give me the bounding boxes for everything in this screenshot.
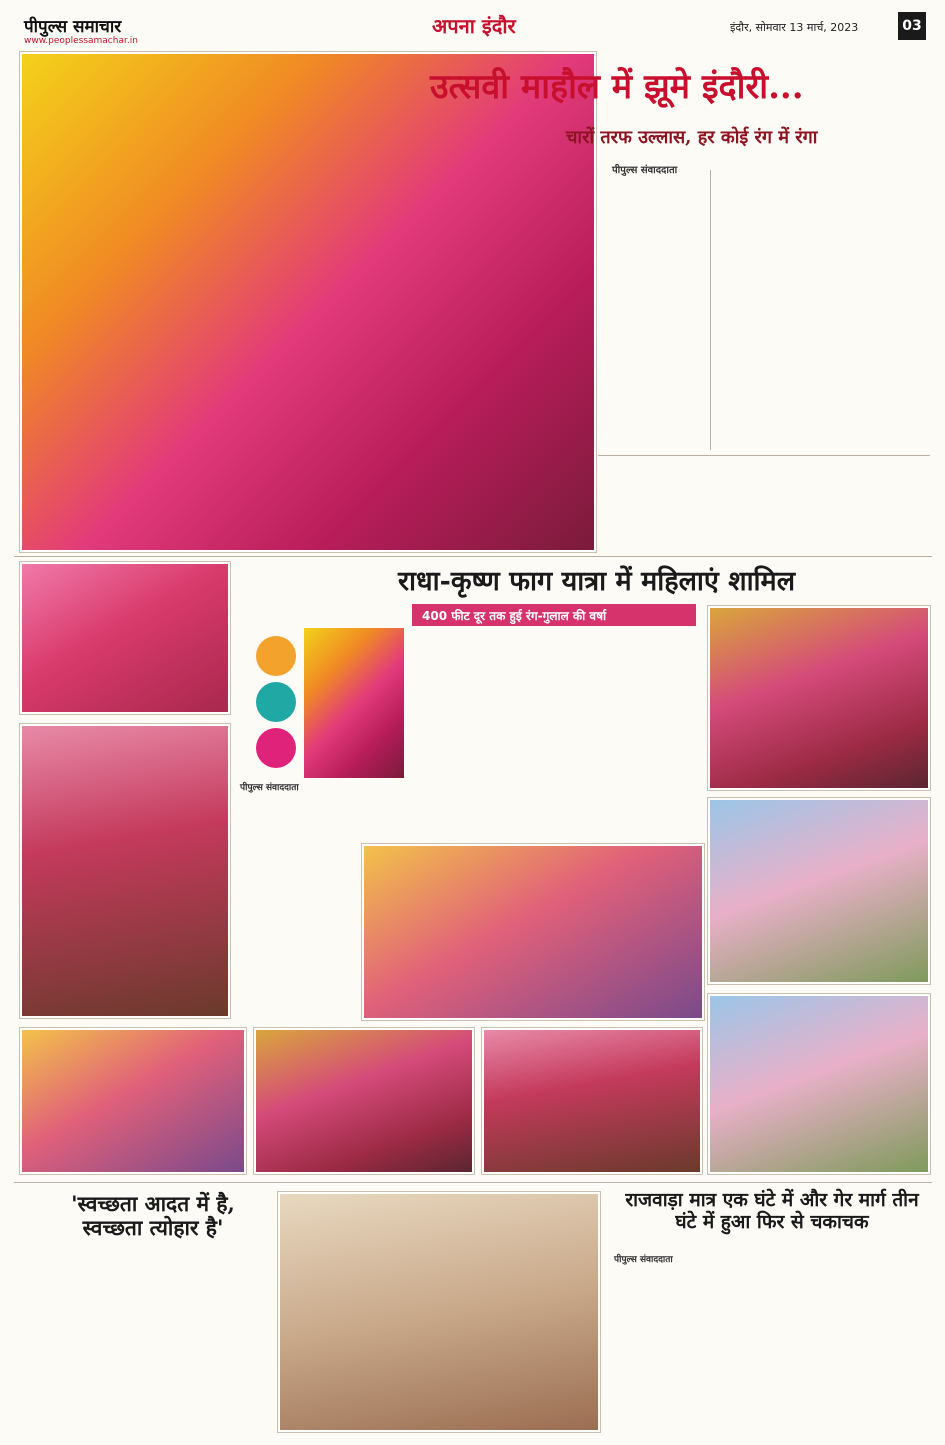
photo-woman-celebrating [304, 628, 404, 778]
photo-group-tent [708, 994, 930, 1174]
side-box-3 [826, 268, 930, 368]
photo-dancing-crowd [708, 606, 930, 790]
page-number: 03 [898, 12, 926, 40]
phag-box-right [596, 632, 700, 832]
side-box-6 [768, 462, 930, 550]
masthead [0, 0, 945, 46]
lead-subheadline: चारों तरफ उल्लास, हर कोई रंग में रंगा [566, 127, 818, 148]
photo-pink-smoke [482, 1028, 702, 1174]
swatch-pink-icon [256, 728, 296, 768]
section-rule [598, 455, 930, 456]
column-rule [710, 170, 711, 450]
photo-women-group [362, 844, 704, 1020]
dateline: इंदौर, सोमवार 13 मार्च, 2023 [730, 21, 859, 34]
phag-box-left [480, 632, 590, 832]
swatch-orange-icon [256, 636, 296, 676]
swatch-teal-icon [256, 682, 296, 722]
section-tag: अपना इंदौर [432, 14, 516, 38]
phag-banner-text: 400 फीट दूर तक हुई रंग-गुलाल की वर्षा [422, 609, 607, 623]
side-box-4 [716, 376, 930, 446]
photo-temple-float [20, 724, 230, 1018]
website-url: www.peoplessamachar.in [24, 36, 138, 46]
quote-headline: 'स्वच्छता आदत में है, स्वच्छता त्योहार है' [71, 1191, 235, 1241]
phag-banner [412, 604, 696, 626]
rajwada-box [780, 1256, 930, 1426]
lead-body [594, 180, 704, 440]
section-rule [14, 556, 932, 557]
lead-headline: उत्सवी माहौल में झूमे इंदौरी... [430, 67, 804, 107]
paper-logo: पीपुल्स समाचार [24, 17, 122, 37]
side-box-2 [716, 268, 820, 368]
lead-byline: पीपुल्स संवाददाता [612, 165, 678, 176]
phag-byline: पीपुल्स संवाददाता [240, 783, 299, 793]
side-box-1 [716, 168, 930, 264]
lead-photo-holi-crowd [20, 52, 596, 552]
rajwada-body [612, 1276, 774, 1426]
photo-men-colored [20, 1028, 246, 1174]
photo-street-dance [254, 1028, 474, 1174]
photo-street-cleaning [278, 1192, 600, 1432]
phag-headline: राधा-कृष्ण फाग यात्रा में महिलाएं शामिल [398, 566, 796, 597]
rajwada-headline: राजवाड़ा मात्र एक घंटे में और गेर मार्ग तीन घंटे में हुआ फिर से चकाचक [625, 1189, 919, 1233]
rajwada-byline: पीपुल्स संवाददाता [614, 1255, 673, 1265]
photo-children-color [20, 562, 230, 714]
section-rule [14, 1182, 932, 1183]
photo-women-scooter [708, 798, 930, 984]
quote-body [18, 1256, 274, 1424]
side-box-5 [600, 462, 762, 550]
